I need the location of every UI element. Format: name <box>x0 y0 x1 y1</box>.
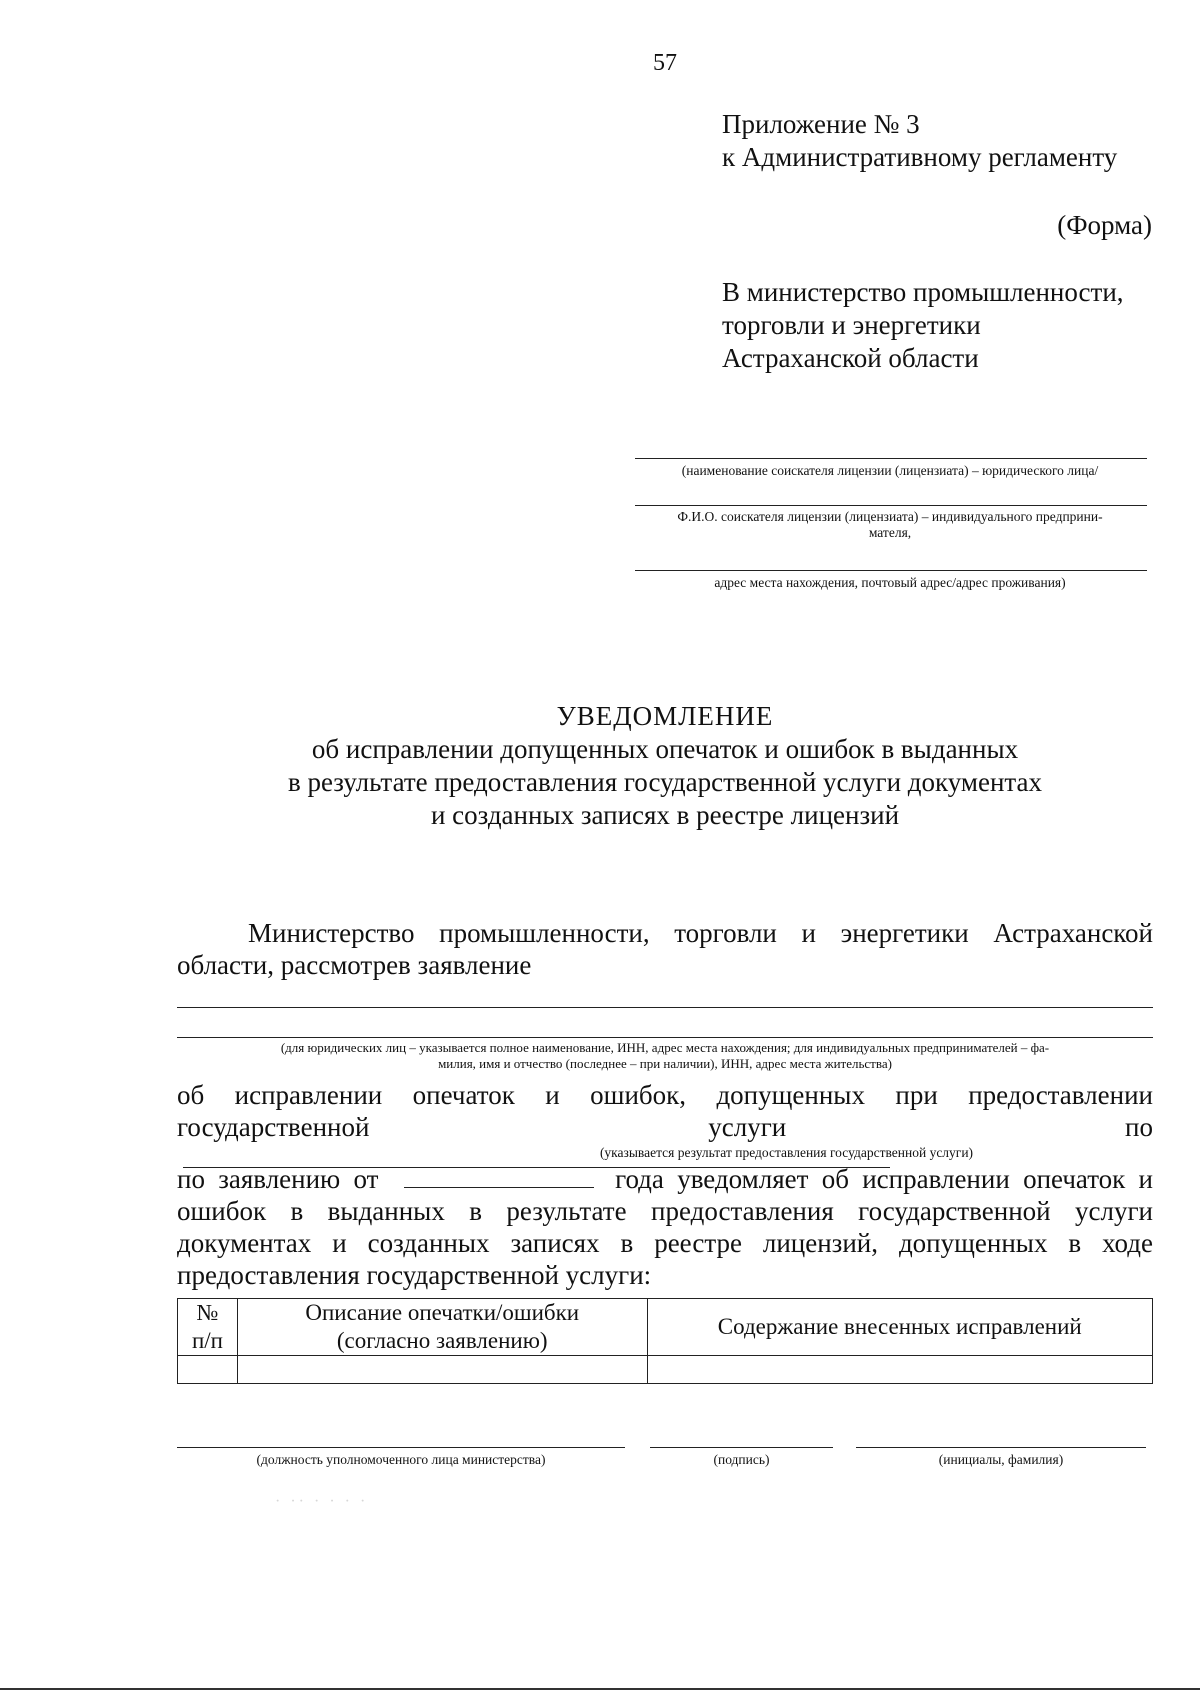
scan-artifact: · ·· · · · · <box>275 1493 369 1510</box>
body-paragraph-3-start: по заявлению от <box>177 1164 379 1194</box>
column-header-description-line-2: (согласно заявлению) <box>336 1328 548 1353</box>
body-paragraph-3-end: года уведомляет об исправлении опечаток и ошибок в выданных в результате предоставления государственной услуги документах и созданных записях в реестре лицензий, допущенных в ходе предоставления государственной услуги: <box>177 1164 1153 1290</box>
column-header-corrections: Содержание внесенных исправлений <box>647 1299 1152 1356</box>
addressee-block <box>722 276 1124 375</box>
column-header-number <box>178 1299 238 1356</box>
applicant-info-caption <box>172 1040 1158 1072</box>
service-result-caption: (указывается результат предоставления государственной услуги) <box>599 1145 974 1160</box>
applicant-fio-field[interactable] <box>635 505 1147 506</box>
title-line-3: в результате предоставления государственной услуги документах <box>287 767 1043 797</box>
applicant-address-field[interactable] <box>635 570 1147 571</box>
body-paragraph-2-text: об исправлении опечаток и ошибок, допущенных при предоставлении государственной услуги по <box>177 1080 1153 1142</box>
title-line-2: об исправлении допущенных опечаток и ошибок в выданных <box>311 734 1019 764</box>
page-number: 57 <box>653 50 677 76</box>
table-cell-description[interactable] <box>237 1356 647 1384</box>
signature-field[interactable] <box>650 1447 833 1448</box>
signature-caption: (подпись) <box>713 1452 770 1467</box>
column-header-description <box>237 1299 647 1356</box>
body-paragraph-1: Министерство промышленности, торговли и энергетики Астраханской области, рассмотрев заявление <box>177 918 1153 980</box>
column-header-description-line-1: Описание опечатки/ошибки <box>305 1300 580 1325</box>
document-title <box>150 700 1180 832</box>
application-date-field[interactable] <box>404 1167 594 1188</box>
addressee-line-3: Астраханской области <box>722 343 979 373</box>
name-caption: (инициалы, фамилия) <box>938 1452 1064 1467</box>
addressee-line-1: В министерство промышленности, <box>722 277 1124 307</box>
appendix-line-2: к Административному регламенту <box>722 142 1118 172</box>
name-field[interactable] <box>856 1447 1146 1448</box>
applicant-name-caption: (наименование соискателя лицензии (лицензиата) – юридического лица/ <box>681 463 1099 478</box>
applicant-info-field-line-1[interactable] <box>177 1007 1153 1008</box>
applicant-info-field-line-2[interactable] <box>177 1037 1153 1038</box>
applicant-name-field[interactable] <box>635 458 1147 459</box>
table-row <box>178 1356 1153 1384</box>
appendix-line-1: Приложение № 3 <box>722 109 920 139</box>
addressee-line-2: торговли и энергетики <box>722 310 981 340</box>
table-cell-number[interactable] <box>178 1356 238 1384</box>
body-paragraph-3 <box>177 1163 1153 1291</box>
applicant-info-caption-line-1: (для юридических лиц – указывается полное наименование, ИНН, адрес места нахождения; для индивидуальных предпринимателей – фа- <box>280 1040 1050 1055</box>
position-field[interactable] <box>177 1447 625 1448</box>
applicant-fio-caption-line-2: мателя, <box>868 525 912 540</box>
page-bottom-edge <box>0 1688 1200 1690</box>
title-main: УВЕДОМЛЕНИЕ <box>556 701 774 731</box>
appendix-reference <box>722 108 1117 174</box>
applicant-address-caption: адрес места нахождения, почтовый адрес/адрес проживания) <box>714 575 1066 590</box>
corrections-table <box>177 1298 1153 1384</box>
table-cell-corrections[interactable] <box>647 1356 1152 1384</box>
applicant-fio-caption <box>628 509 1152 541</box>
column-header-number-line-2: п/п <box>191 1328 223 1353</box>
form-label: (Форма) <box>1057 210 1152 240</box>
position-caption: (должность уполномоченного лица министерства) <box>256 1452 546 1467</box>
applicant-info-caption-line-2: милия, имя и отчество (последнее – при наличии), ИНН, адрес места жительства) <box>438 1056 892 1071</box>
applicant-fio-caption-line-1: Ф.И.О. соискателя лицензии (лицензиата) – индивидуального предприни- <box>677 509 1103 524</box>
table-header-row <box>178 1299 1153 1356</box>
column-header-number-line-1: № <box>196 1300 219 1325</box>
title-line-4: и созданных записях в реестре лицензий <box>430 800 900 830</box>
